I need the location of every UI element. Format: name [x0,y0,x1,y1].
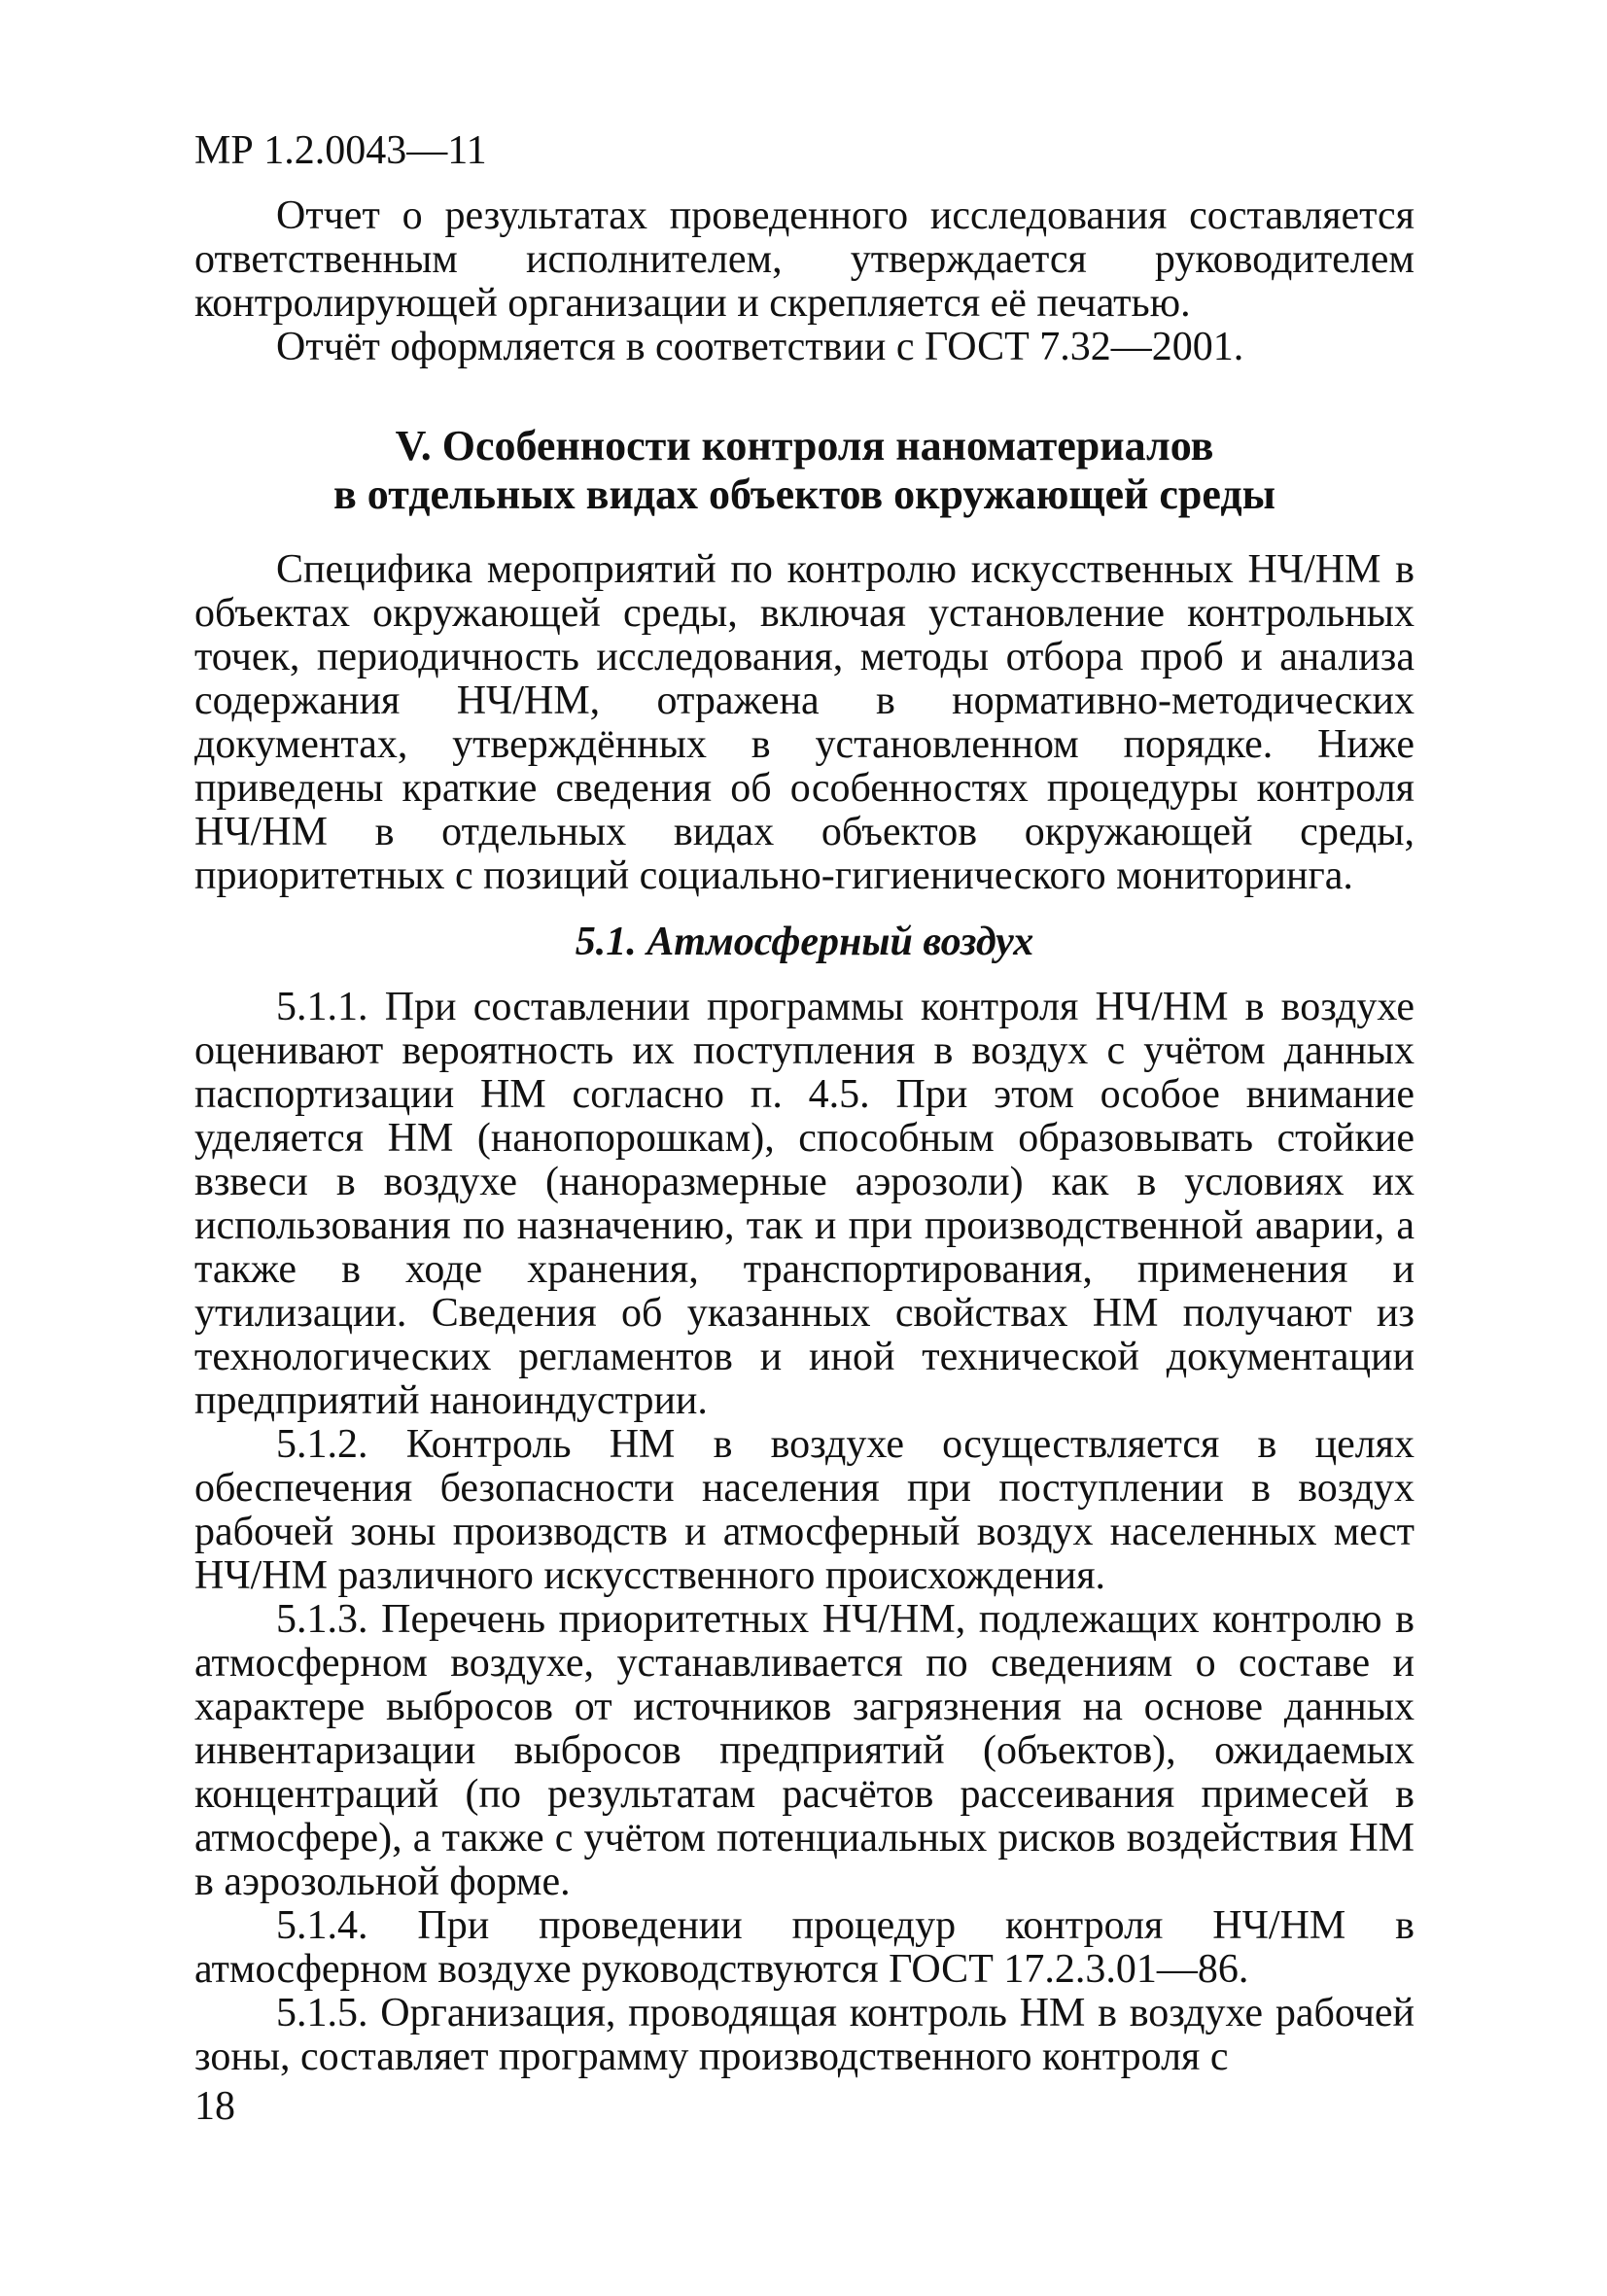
section-title-line-1: V. Особенности контроля наноматериалов [395,422,1214,470]
section-title [194,422,1415,519]
section-intro-paragraph: Специфика мероприятий по контролю искусственных НЧ/НМ в объектах окружающей среды, включая установление контрольных точек, периодичность исследования, методы отбора проб и анализа содержания НЧ/НМ, отражена в нормативно-методических документах, утверждённых в установленном порядке. Ниже приведены краткие сведения об особенностях процедуры контроля НЧ/НМ в отдельных видах объектов окружающей среды, приоритетных с позиций социально-гигиенического мониторинга. [194,547,1415,898]
document-page [194,126,1415,2079]
document-code: МР 1.2.0043—11 [194,128,487,173]
paragraph-5-1-4: 5.1.4. При проведении процедур контроля НЧ/НМ в атмосферном воздухе руководствуются ГОСТ 17.2.3.01—86. [194,1903,1415,1992]
paragraph-5-1-5: 5.1.5. Организация, проводящая контроль НМ в воздухе рабочей зоны, составляет программу производственного контроля с [194,1991,1415,2079]
paragraph-5-1-3: 5.1.3. Перечень приоритетных НЧ/НМ, подлежащих контролю в атмосферном воздухе, устанавливается по сведениям о составе и характере выбросов от источников загрязнения на основе данных инвентаризации выбросов предприятий (объектов), ожидаемых концентраций (по результатам расчётов рассеивания примесей в атмосфере), а также с учётом потенциальных рисков воздействия НМ в аэрозольной форме. [194,1597,1415,1904]
intro-paragraph-1: Отчет о результатах проведенного исследования составляется ответственным исполнителем, утверждается руководителем контролирующей организации и скрепляется её печатью. [194,193,1415,326]
paragraph-5-1-2: 5.1.2. Контроль НМ в воздухе осуществляется в целях обеспечения безопасности населения при поступлении в воздух рабочей зоны производств и атмосферный воздух населенных мест НЧ/НМ различного искусственного происхождения. [194,1422,1415,1598]
section-title-line-2: в отдельных видах объектов окружающей среды [333,470,1275,518]
paragraph-5-1-1: 5.1.1. При составлении программы контроля НЧ/НМ в воздухе оценивают вероятность их поступления в воздух с учётом данных паспортизации НМ согласно п. 4.5. При этом особое внимание уделяется НМ (нанопорошкам), способным образовывать стойкие взвеси в воздухе (наноразмерные аэрозоли) как в условиях их использования по назначению, так и при производственной аварии, а также в ходе хранения, транспортирования, применения и утилизации. Сведения об указанных свойствах НМ получают из технологических регламентов и иной технической документации предприятий наноиндустрии. [194,985,1415,1423]
subsection-title: 5.1. Атмосферный воздух [575,920,1034,964]
page-number: 18 [194,2084,235,2129]
intro-paragraph-2: Отчёт оформляется в соответствии с ГОСТ 7.32—2001. [276,325,1244,369]
